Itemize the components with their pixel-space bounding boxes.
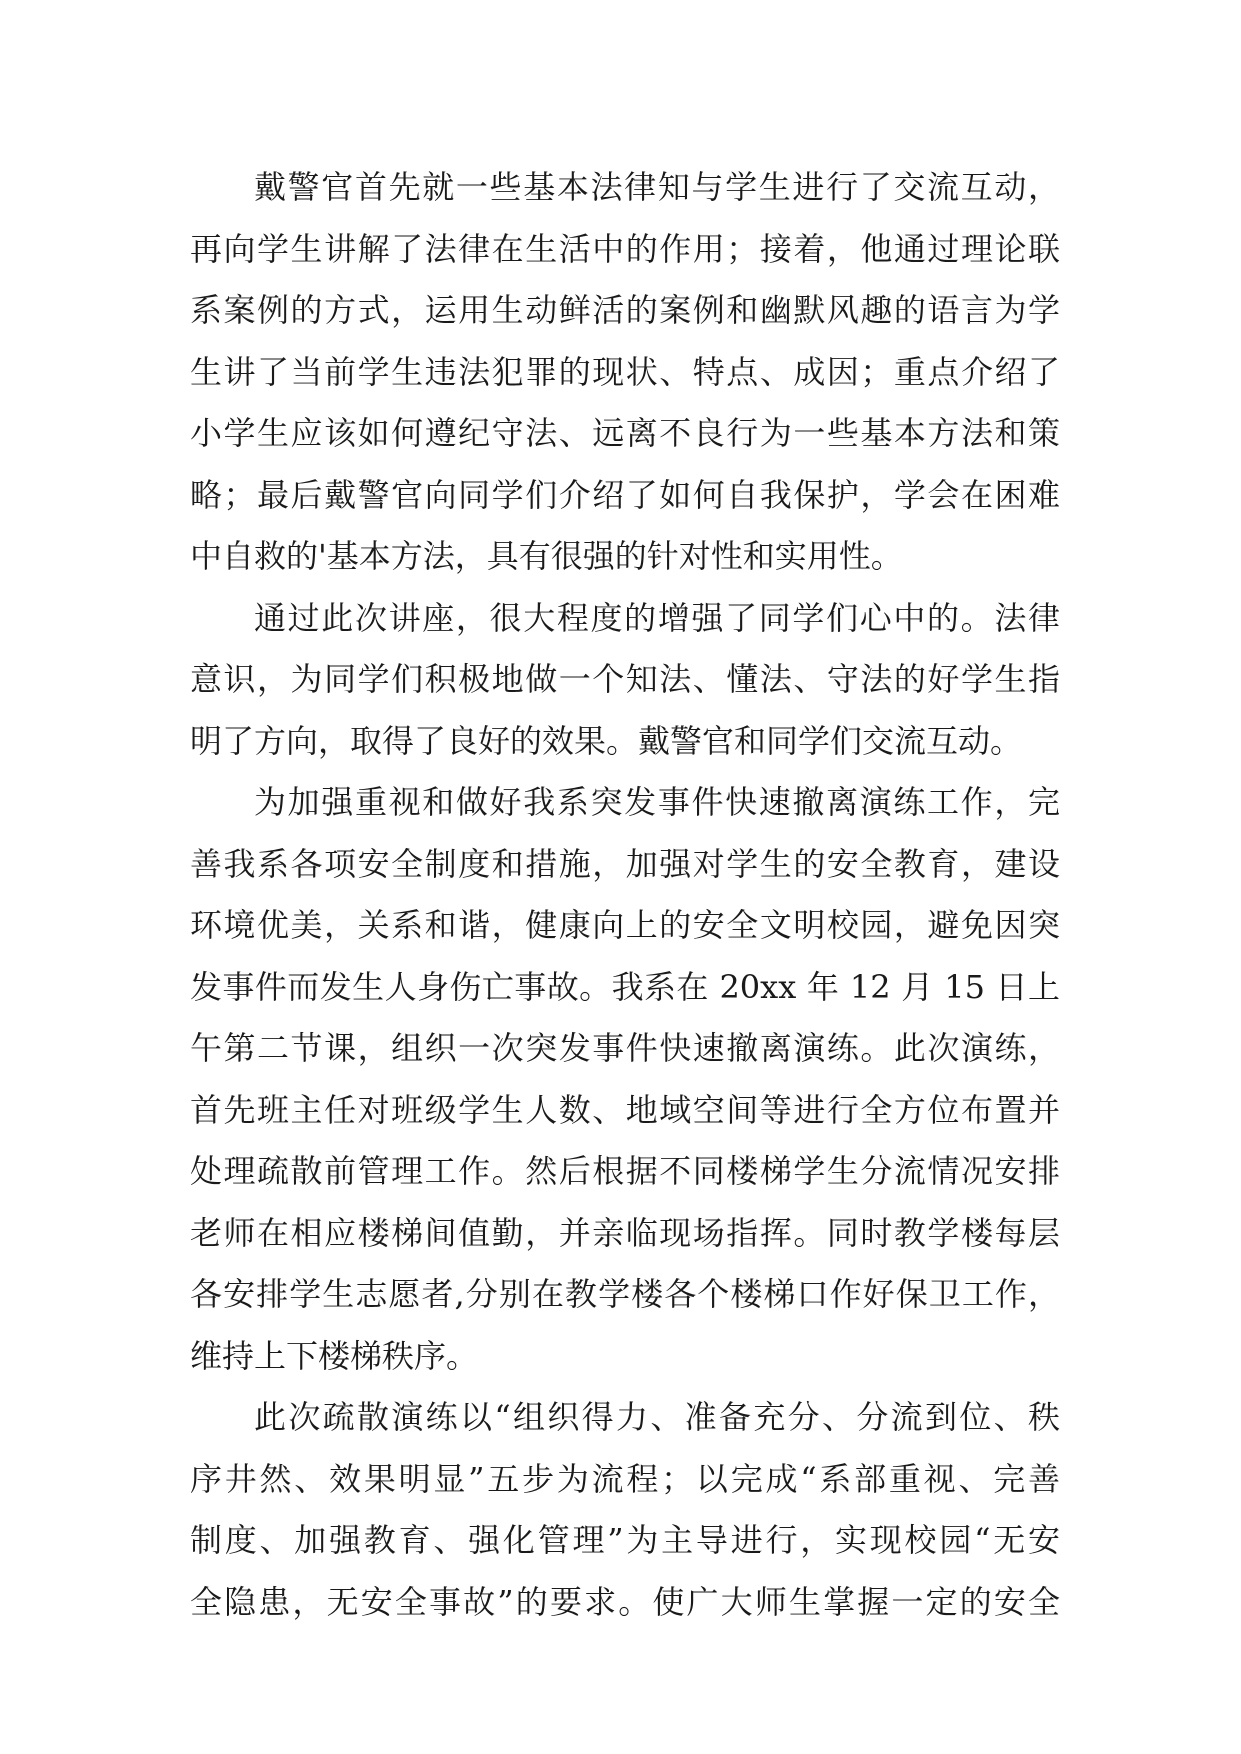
text-line: 老师在相应楼梯间值勤，并亲临现场指挥。同时教学楼每层 bbox=[190, 1213, 1060, 1252]
text-line: 通过此次讲座，很大程度的增强了同学们心中的。法律 bbox=[254, 598, 1060, 637]
text-line: 首先班主任对班级学生人数、地域空间等进行全方位布置并 bbox=[190, 1090, 1060, 1129]
text-line: 发事件而发生人身伤亡事故。我系在 20xx 年 12 月 15 日上 bbox=[190, 967, 1060, 1006]
text-line: 环境优美，关系和谐，健康向上的安全文明校园，避免因突 bbox=[190, 906, 1060, 944]
paragraph-lecture-effect bbox=[190, 588, 1060, 773]
text-line: 系案例的方式，运用生动鲜活的案例和幽默风趣的语言为学 bbox=[190, 291, 1060, 329]
paragraph-police-lecture bbox=[190, 157, 1060, 588]
text-line: 制度、加强教育、强化管理”为主导进行，实现校园“无安 bbox=[190, 1521, 1060, 1559]
text-line: 处理疏散前管理工作。然后根据不同楼梯学生分流情况安排 bbox=[190, 1152, 1060, 1190]
text-line: 各安排学生志愿者,分别在教学楼各个楼梯口作好保卫工作， bbox=[190, 1275, 1060, 1313]
text-line: 维持上下楼梯秩序。 bbox=[190, 1336, 479, 1375]
text-line: 全隐患，无安全事故”的要求。使广大师生掌握一定的安全 bbox=[190, 1582, 1060, 1621]
text-line: 略；最后戴警官向同学们介绍了如何自我保护，学会在困难 bbox=[190, 475, 1060, 514]
text-line: 午第二节课，组织一次突发事件快速撤离演练。此次演练， bbox=[190, 1029, 1060, 1067]
document-body bbox=[190, 157, 1060, 1633]
text-line: 明了方向，取得了良好的效果。戴警官和同学们交流互动。 bbox=[190, 721, 1023, 760]
text-line: 序井然、效果明显”五步为流程；以完成“系部重视、完善 bbox=[190, 1459, 1060, 1498]
paragraph-evacuation-drill bbox=[190, 772, 1060, 1387]
text-line: 小学生应该如何遵纪守法、远离不良行为一些基本方法和策 bbox=[190, 414, 1060, 452]
paragraph-drill-process bbox=[190, 1387, 1060, 1633]
text-line: 意识，为同学们积极地做一个知法、懂法、守法的好学生指 bbox=[190, 660, 1060, 698]
text-line: 生讲了当前学生违法犯罪的现状、特点、成因；重点介绍了 bbox=[190, 352, 1060, 391]
text-line: 此次疏散演练以“组织得力、准备充分、分流到位、秩 bbox=[254, 1398, 1060, 1436]
text-line: 再向学生讲解了法律在生活中的作用；接着，他通过理论联 bbox=[190, 229, 1060, 268]
text-line: 为加强重视和做好我系突发事件快速撤离演练工作，完 bbox=[254, 783, 1060, 821]
text-line: 善我系各项安全制度和措施，加强对学生的安全教育，建设 bbox=[190, 844, 1060, 883]
text-line: 戴警官首先就一些基本法律知与学生进行了交流互动， bbox=[254, 168, 1060, 206]
text-line: 中自救的'基本方法，具有很强的针对性和实用性。 bbox=[190, 537, 903, 575]
